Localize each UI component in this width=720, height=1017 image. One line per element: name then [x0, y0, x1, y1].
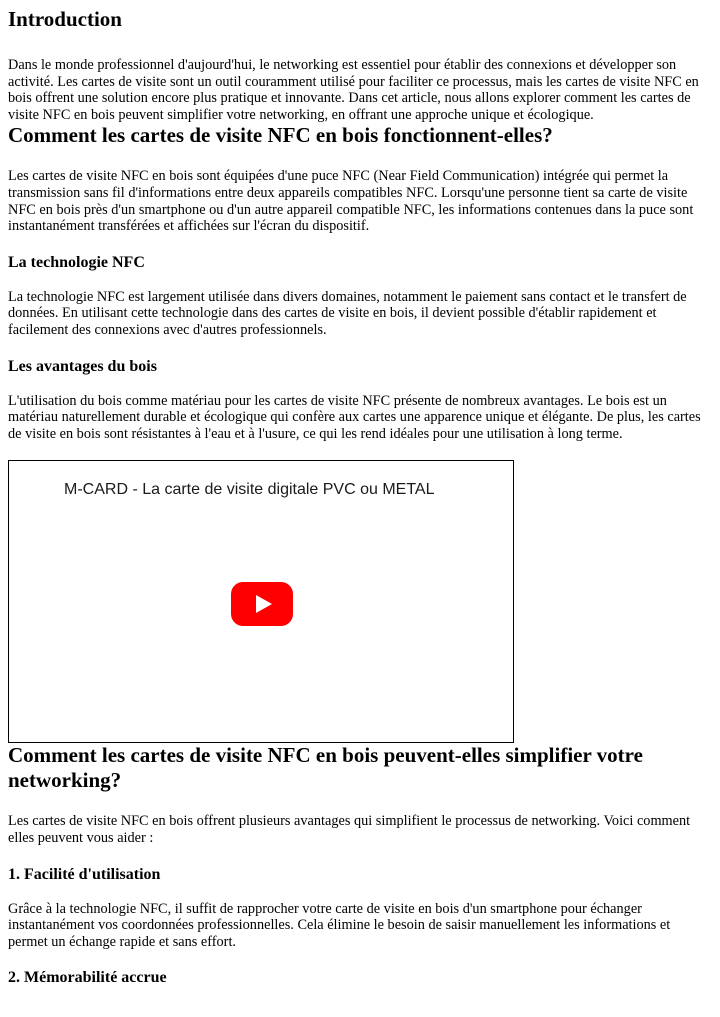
section2-heading: Comment les cartes de visite NFC en bois peuvent-elles simplifier votre networking? — [8, 743, 643, 793]
ease-of-use-heading: 1. Facilité d'utilisation — [8, 865, 161, 883]
wood-advantages-paragraph: L'utilisation du bois comme matériau pour les cartes de visite NFC présente de nombreux avantages. Le bois est un matériau naturellement durable et écologique qui confère aux cartes une apparence unique et élégante. De plus, les cartes de visite en bois sont résistantes à l'eau et à l'usure, ce qui les rend idéales pour une utilisation à long terme. — [8, 392, 701, 442]
play-button[interactable] — [231, 582, 293, 626]
section1-heading: Comment les cartes de visite NFC en bois fonctionnent-elles? — [8, 123, 553, 148]
intro-paragraph: Dans le monde professionnel d'aujourd'hui, le networking est essentiel pour établir des connexions et développer son activité. Les cartes de visite sont un outil couramment utilisé pour faciliter ce processus, mais les cartes de visite NFC en bois offrent une solution encore plus pratique et innovante. Dans cet article, nous allons explorer comment les cartes de visite NFC en bois peuvent simplifier votre networking, en offrant une approche unique et écologique. — [8, 57, 699, 123]
section1-paragraph: Les cartes de visite NFC en bois sont équipées d'une puce NFC (Near Field Communication) intégrée qui permet la transmission sans fil d'informations entre deux appareils compatibles NFC. Lorsqu'une personne tient sa carte de visite NFC en bois près d'un smartphone ou d'un autre appareil compatible NFC, les informations contenues dans la puce sont instantanément transférées et affichées sur l'écran du dispositif. — [8, 168, 694, 235]
video-title[interactable]: M-CARD - La carte de visite digitale PVC ou METAL — [64, 481, 435, 499]
memorability-heading: 2. Mémorabilité accrue — [8, 969, 167, 987]
section2-paragraph: Les cartes de visite NFC en bois offrent plusieurs avantages qui simplifient le processus de networking. Voici comment elles peuvent vous aider : — [8, 813, 691, 846]
ease-of-use-paragraph: Grâce à la technologie NFC, il suffit de rapprocher votre carte de visite en bois d'un smartphone pour échanger instantanément vos coordonnées professionnelles. Cela élimine le besoin de saisir manuellement les informations et permet un échange rapide et sans effort. — [8, 900, 671, 950]
youtube-play-icon — [231, 582, 293, 626]
wood-advantages-heading: Les avantages du bois — [8, 357, 157, 375]
nfc-technology-paragraph: La technologie NFC est largement utilisée dans divers domaines, notamment le paiement sans contact et le transfert de données. En utilisant cette technologie dans des cartes de visite en bois, il devient possible d'établir rapidement et facilement des connexions avec d'autres professionnels. — [8, 288, 687, 338]
intro-heading: Introduction — [8, 7, 122, 31]
nfc-technology-heading: La technologie NFC — [8, 253, 145, 271]
youtube-video-embed[interactable] — [8, 460, 514, 743]
